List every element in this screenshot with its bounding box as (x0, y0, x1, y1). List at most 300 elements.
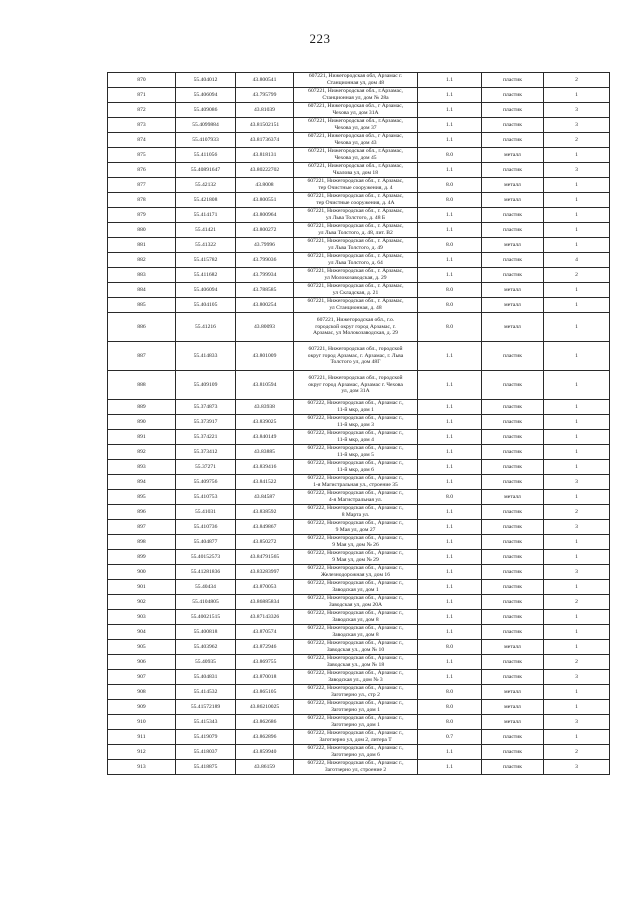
longitude-cell: 43.788585 (236, 283, 294, 298)
longitude-cell: 43.81039 (236, 103, 294, 118)
address-line: ул Складская, д. 21 (332, 290, 379, 296)
latitude-cell: 55.411056 (176, 148, 236, 163)
table-row (108, 103, 610, 118)
latitude-cell: 55.414171 (176, 208, 236, 223)
address-cell (294, 475, 418, 490)
count-cell: 4 (544, 253, 610, 268)
material-cell: пластик (482, 400, 544, 415)
material-cell: пластик (482, 760, 544, 775)
count-cell: 1 (544, 415, 610, 430)
material-cell: пластик (482, 730, 544, 745)
row-number-cell: 872 (108, 103, 176, 118)
address-cell (294, 208, 418, 223)
volume-cell: 1.1 (418, 460, 482, 475)
address-line: 607222, Нижегородская обл., Арзамас г., (307, 550, 404, 557)
count-cell: 1 (544, 685, 610, 700)
volume-cell: 1.1 (418, 760, 482, 775)
address-line: Чехова ул, дом 45 (334, 155, 377, 161)
address-cell (294, 73, 418, 88)
longitude-cell: 43.86210025 (236, 700, 294, 715)
volume-cell: 1.1 (418, 625, 482, 640)
count-cell: 1 (544, 535, 610, 550)
address-cell (294, 745, 418, 760)
volume-cell: 1.1 (418, 610, 482, 625)
material-cell: пластик (482, 460, 544, 475)
address-line: 8 Марта ул. (341, 512, 370, 518)
row-number-cell: 901 (108, 580, 176, 595)
row-number-cell: 894 (108, 475, 176, 490)
latitude-cell: 55.374873 (176, 400, 236, 415)
volume-cell: 8.0 (418, 490, 482, 505)
address-line: 607222, Нижегородская обл., Арзамас г., (307, 580, 404, 587)
table-row (108, 73, 610, 88)
address-cell (294, 685, 418, 700)
address-cell (294, 550, 418, 565)
latitude-cell: 55.414532 (176, 685, 236, 700)
table-row (108, 163, 610, 178)
longitude-cell: 43.84791565 (236, 550, 294, 565)
row-number-cell: 889 (108, 400, 176, 415)
material-cell: пластик (482, 88, 544, 103)
longitude-cell: 43.83885 (236, 445, 294, 460)
row-number-cell: 873 (108, 118, 176, 133)
address-cell (294, 715, 418, 730)
address-line: 11-й мкр, дом 6 (337, 467, 374, 473)
count-cell: 1 (544, 700, 610, 715)
longitude-cell: 43.838592 (236, 505, 294, 520)
address-line: Заводская ул, дом 8 (332, 632, 379, 638)
material-cell: пластик (482, 565, 544, 580)
latitude-cell: 55.4104805 (176, 595, 236, 610)
row-number-cell: 880 (108, 223, 176, 238)
count-cell: 2 (544, 268, 610, 283)
material-cell: пластик (482, 103, 544, 118)
material-cell: пластик (482, 415, 544, 430)
address-line: 607221, Нижегородская обл., г.Арзамас, (308, 148, 403, 155)
row-number-cell: 902 (108, 595, 176, 610)
latitude-cell: 55.409109 (176, 371, 236, 400)
address-line: тер Очистные сооружения, д. 4А (316, 200, 395, 206)
count-cell: 1 (544, 610, 610, 625)
longitude-cell: 43.859940 (236, 745, 294, 760)
material-cell: металл (482, 178, 544, 193)
row-number-cell: 898 (108, 535, 176, 550)
latitude-cell: 55.419079 (176, 730, 236, 745)
address-cell (294, 565, 418, 580)
address-line: Заготзерно ул, строение 2 (324, 767, 387, 773)
address-cell (294, 700, 418, 715)
latitude-cell: 55.373412 (176, 445, 236, 460)
latitude-cell: 55.41216 (176, 313, 236, 342)
address-line: ул Льва Толстого, д. 64 (328, 260, 383, 266)
address-line: 11-й мкр, дом 4 (337, 437, 374, 443)
address-line: Заводская ул, дом 1 (332, 587, 379, 593)
material-cell: пластик (482, 208, 544, 223)
row-number-cell: 881 (108, 238, 176, 253)
material-cell: пластик (482, 118, 544, 133)
row-number-cell: 900 (108, 565, 176, 580)
material-cell: пластик (482, 595, 544, 610)
count-cell: 1 (544, 580, 610, 595)
longitude-cell: 43.801009 (236, 342, 294, 371)
latitude-cell: 55.404877 (176, 535, 236, 550)
row-number-cell: 888 (108, 371, 176, 400)
volume-cell: 1.1 (418, 535, 482, 550)
count-cell: 2 (544, 595, 610, 610)
address-cell (294, 535, 418, 550)
address-line: 607222, Нижегородская обл., Арзамас г., (307, 505, 404, 512)
table-row (108, 745, 610, 760)
address-line: 607221, Нижегородская обл., г. Арзамас, (307, 178, 404, 185)
row-number-cell: 909 (108, 700, 176, 715)
longitude-cell: 43.839416 (236, 460, 294, 475)
table-row (108, 520, 610, 535)
row-number-cell: 899 (108, 550, 176, 565)
address-cell (294, 133, 418, 148)
longitude-cell: 43.800541 (236, 73, 294, 88)
latitude-cell: 55.42132 (176, 178, 236, 193)
material-cell: металл (482, 193, 544, 208)
address-line: 607221, Нижегородская обл., г.о. (316, 317, 395, 324)
address-line: 607222, Нижегородская обл., Арзамас г., (307, 760, 404, 767)
count-cell: 1 (544, 550, 610, 565)
count-cell: 1 (544, 342, 610, 371)
address-cell (294, 640, 418, 655)
latitude-cell: 55.415782 (176, 253, 236, 268)
count-cell: 2 (544, 745, 610, 760)
address-cell (294, 625, 418, 640)
address-line: Заготзерно ул., стр 2 (331, 692, 380, 698)
volume-cell: 1.1 (418, 118, 482, 133)
address-line: 607221, Нижегородская обл., г. Арзамас, (307, 298, 404, 305)
address-line: 607222, Нижегородская обл., Арзамас г., (307, 520, 404, 527)
count-cell: 1 (544, 640, 610, 655)
address-line: 607222, Нижегородская обл., Арзамас г., (307, 415, 404, 422)
address-line: Железнодорожная ул, дом 16 (320, 572, 390, 578)
material-cell: пластик (482, 655, 544, 670)
latitude-cell: 55.41322 (176, 238, 236, 253)
latitude-cell: 55.40434 (176, 580, 236, 595)
longitude-cell: 43.83283997 (236, 565, 294, 580)
address-line: Заводская ул., дом № 10 (326, 647, 385, 653)
latitude-cell: 55.410753 (176, 490, 236, 505)
count-cell: 2 (544, 73, 610, 88)
address-line: ул Льва Толстого, д. 49 (328, 245, 383, 251)
address-line: Заводская ул, дом 20А (328, 602, 383, 608)
latitude-cell: 55.37271 (176, 460, 236, 475)
table-body (108, 73, 610, 775)
count-cell: 1 (544, 730, 610, 745)
row-number-cell: 874 (108, 133, 176, 148)
volume-cell: 1.1 (418, 580, 482, 595)
count-cell: 1 (544, 298, 610, 313)
address-line: 607221, Нижегородская обл., г. Арзамас, (307, 208, 404, 215)
row-number-cell: 892 (108, 445, 176, 460)
row-number-cell: 891 (108, 430, 176, 445)
address-cell (294, 118, 418, 133)
address-line: округ город Арзамас, Арзамас г. Чехова (308, 381, 403, 388)
longitude-cell: 43.850272 (236, 535, 294, 550)
count-cell: 1 (544, 460, 610, 475)
address-line: 607221, Нижегородская обл., г. Арзамас, (307, 238, 404, 245)
material-cell: пластик (482, 268, 544, 283)
row-number-cell: 908 (108, 685, 176, 700)
address-line: 607221, Нижегородская обл., г.Арзамас, (308, 163, 403, 170)
longitude-cell: 43.862896 (236, 730, 294, 745)
longitude-cell: 43.870018 (236, 670, 294, 685)
table-row (108, 445, 610, 460)
address-line: 11-й мкр, дом 1 (337, 407, 374, 413)
material-cell: пластик (482, 505, 544, 520)
address-line: тер Очистные сооружения, д. 4 (318, 185, 393, 191)
volume-cell: 1.1 (418, 670, 482, 685)
latitude-cell: 55.409086 (176, 103, 236, 118)
volume-cell: 1.1 (418, 505, 482, 520)
material-cell: пластик (482, 580, 544, 595)
table-row (108, 313, 610, 342)
address-line: 607222, Нижегородская обл., Арзамас г., (307, 460, 404, 467)
count-cell: 2 (544, 133, 610, 148)
count-cell: 2 (544, 505, 610, 520)
longitude-cell: 43.840149 (236, 430, 294, 445)
material-cell: пластик (482, 520, 544, 535)
volume-cell: 8.0 (418, 715, 482, 730)
table-row (108, 430, 610, 445)
address-cell (294, 415, 418, 430)
count-cell: 3 (544, 118, 610, 133)
volume-cell: 8.0 (418, 148, 482, 163)
volume-cell: 1.1 (418, 550, 482, 565)
material-cell: пластик (482, 475, 544, 490)
latitude-cell: 55.403962 (176, 640, 236, 655)
latitude-cell: 55.41421 (176, 223, 236, 238)
row-number-cell: 912 (108, 745, 176, 760)
address-line: 607222, Нижегородская обл., Арзамас г., (307, 745, 404, 752)
count-cell: 1 (544, 208, 610, 223)
latitude-cell: 55.4107933 (176, 133, 236, 148)
address-line: 607221, Нижегородская обл, Арзамас г. (308, 73, 403, 80)
address-cell (294, 505, 418, 520)
address-cell (294, 103, 418, 118)
address-line: 607222, Нижегородская обл., Арзамас г., (307, 535, 404, 542)
table-row (108, 88, 610, 103)
volume-cell: 1.1 (418, 133, 482, 148)
volume-cell: 8.0 (418, 298, 482, 313)
volume-cell: 8.0 (418, 640, 482, 655)
latitude-cell: 55.415343 (176, 715, 236, 730)
row-number-cell: 879 (108, 208, 176, 223)
address-line: 607222, Нижегородская обл., Арзамас г., (307, 640, 404, 647)
table-row (108, 730, 610, 745)
count-cell: 1 (544, 490, 610, 505)
address-line: 607221, Нижегородская обл., г Арзамас, (307, 103, 404, 110)
row-number-cell: 878 (108, 193, 176, 208)
latitude-cell: 55.404831 (176, 670, 236, 685)
material-cell: пластик (482, 535, 544, 550)
table-row (108, 640, 610, 655)
latitude-cell: 55.41031 (176, 505, 236, 520)
table-row (108, 700, 610, 715)
latitude-cell: 55.373917 (176, 415, 236, 430)
volume-cell: 8.0 (418, 700, 482, 715)
longitude-cell: 43.865105 (236, 685, 294, 700)
address-cell (294, 178, 418, 193)
count-cell: 1 (544, 178, 610, 193)
latitude-cell: 55.404012 (176, 73, 236, 88)
longitude-cell: 43.800272 (236, 223, 294, 238)
address-cell (294, 730, 418, 745)
table-row (108, 208, 610, 223)
longitude-cell: 43.839025 (236, 415, 294, 430)
row-number-cell: 870 (108, 73, 176, 88)
row-number-cell: 871 (108, 88, 176, 103)
address-cell (294, 670, 418, 685)
address-line: 607222, Нижегородская обл., Арзамас г., (307, 685, 404, 692)
volume-cell: 1.1 (418, 342, 482, 371)
address-line: Чехова ул, дом 43 (334, 140, 377, 146)
address-line: 11-й мкр, дом 5 (337, 452, 374, 458)
address-line: 607222, Нижегородская обл., Арзамас г., (307, 625, 404, 632)
count-cell: 3 (544, 520, 610, 535)
address-line: 607222, Нижегородская обл., Арзамас г., (307, 430, 404, 437)
address-line: Заводская ул., дом № 18 (326, 662, 385, 668)
latitude-cell: 55.409756 (176, 475, 236, 490)
address-line: 607222, Нижегородская обл., Арзамас г., (307, 655, 404, 662)
address-line: 9 Мая ул, дом 27 (335, 527, 376, 533)
address-line: 607222, Нижегородская обл., Арзамас г., (307, 400, 404, 407)
volume-cell: 1.1 (418, 655, 482, 670)
row-number-cell: 886 (108, 313, 176, 342)
table-row (108, 415, 610, 430)
longitude-cell: 43.86885834 (236, 595, 294, 610)
address-line: Чехова ул, дом 31А (332, 110, 379, 116)
address-line: ул Льва Толстого, д. 48, лит. В2 (318, 230, 393, 236)
latitude-cell: 55.404105 (176, 298, 236, 313)
count-cell: 1 (544, 223, 610, 238)
material-cell: металл (482, 490, 544, 505)
count-cell: 3 (544, 163, 610, 178)
address-line: 11-й мкр, дом 3 (337, 422, 374, 428)
material-cell: пластик (482, 342, 544, 371)
address-line: 607222, Нижегородская обл., Арзамас г., (307, 445, 404, 452)
volume-cell: 0.7 (418, 730, 482, 745)
address-line: 607221, Нижегородская обл., г. Арзамас, (307, 193, 404, 200)
table-row (108, 475, 610, 490)
row-number-cell: 913 (108, 760, 176, 775)
longitude-cell: 43.818131 (236, 148, 294, 163)
address-line: 607221, Нижегородская обл., г.Арзамас, (308, 118, 403, 125)
material-cell: пластик (482, 430, 544, 445)
address-line: ул Молокозаводская, д. 29 (324, 275, 387, 281)
address-line: 607222, Нижегородская обл., Арзамас г., (307, 670, 404, 677)
material-cell: пластик (482, 745, 544, 760)
address-cell (294, 283, 418, 298)
table-row (108, 298, 610, 313)
count-cell: 3 (544, 103, 610, 118)
count-cell: 3 (544, 715, 610, 730)
longitude-cell: 43.8008 (236, 178, 294, 193)
volume-cell: 1.1 (418, 475, 482, 490)
volume-cell: 1.1 (418, 595, 482, 610)
address-cell (294, 760, 418, 775)
count-cell: 1 (544, 148, 610, 163)
longitude-cell: 43.810594 (236, 371, 294, 400)
longitude-cell: 43.800964 (236, 208, 294, 223)
volume-cell: 8.0 (418, 178, 482, 193)
count-cell: 1 (544, 445, 610, 460)
row-number-cell: 877 (108, 178, 176, 193)
longitude-cell: 43.795799 (236, 88, 294, 103)
address-line: 607221, Нижегородская обл., г.Арзамас, (308, 88, 403, 95)
container-sites-table (107, 72, 610, 775)
material-cell: пластик (482, 223, 544, 238)
address-line: 607221, Нижегородская обл., г. Арзамас, (307, 223, 404, 230)
address-cell (294, 313, 418, 342)
material-cell: металл (482, 640, 544, 655)
table-row (108, 460, 610, 475)
address-cell (294, 520, 418, 535)
address-cell (294, 371, 418, 400)
material-cell: металл (482, 685, 544, 700)
row-number-cell: 911 (108, 730, 176, 745)
latitude-cell: 55.4099884 (176, 118, 236, 133)
longitude-cell: 43.870574 (236, 625, 294, 640)
volume-cell: 1.1 (418, 520, 482, 535)
material-cell: металл (482, 313, 544, 342)
address-cell (294, 580, 418, 595)
volume-cell: 1.1 (418, 415, 482, 430)
material-cell: пластик (482, 610, 544, 625)
latitude-cell: 55.400818 (176, 625, 236, 640)
table-row (108, 670, 610, 685)
table-row (108, 610, 610, 625)
latitude-cell: 55.421808 (176, 193, 236, 208)
address-line: ул Станционная, д. 48 (329, 305, 382, 311)
longitude-cell: 43.872946 (236, 640, 294, 655)
longitude-cell: 43.81736374 (236, 133, 294, 148)
table-row (108, 580, 610, 595)
address-line: Заводская ул, дом 8 (332, 617, 379, 623)
material-cell: пластик (482, 133, 544, 148)
table-row (108, 505, 610, 520)
row-number-cell: 893 (108, 460, 176, 475)
longitude-cell: 43.84587 (236, 490, 294, 505)
address-cell (294, 342, 418, 371)
table-row (108, 550, 610, 565)
address-cell (294, 253, 418, 268)
address-line: 9 Мая ул, дом № 26 (332, 542, 379, 548)
address-line: городской округ город Арзамас, г. (315, 323, 396, 330)
address-cell (294, 400, 418, 415)
row-number-cell: 904 (108, 625, 176, 640)
address-line: ул, дом 31А (341, 388, 370, 395)
address-line: 607222, Нижегородская обл., Арзамас г., (307, 715, 404, 722)
latitude-cell: 55.410736 (176, 520, 236, 535)
volume-cell: 1.1 (418, 253, 482, 268)
latitude-cell: 55.414833 (176, 342, 236, 371)
address-line: Чехова ул, дом 37 (334, 125, 377, 131)
longitude-cell: 43.800551 (236, 193, 294, 208)
address-line: 607222, Нижегородская обл., Арзамас г., (307, 730, 404, 737)
table-row (108, 625, 610, 640)
table-row (108, 342, 610, 371)
material-cell: пластик (482, 73, 544, 88)
address-line: Заводская ул., дом № 3 (328, 677, 383, 683)
table-row (108, 760, 610, 775)
material-cell: пластик (482, 163, 544, 178)
table-row (108, 148, 610, 163)
address-line: 607221, Нижегородская обл., городской (308, 346, 403, 353)
